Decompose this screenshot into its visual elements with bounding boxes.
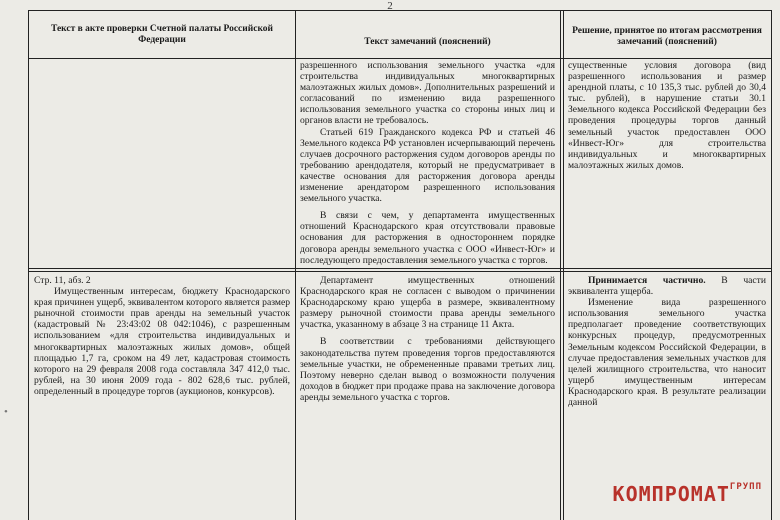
column-divider xyxy=(563,10,564,520)
decision-lead: В части эквивалента ущерба. xyxy=(568,275,766,298)
row1-col3-text: существенные условия договора (вид разрешенного использования и размер арендной платы, с 10 135,3 тыс. рублей до 30,4 тыс. рублей), в нарушение статьи 30.1 Земельного кодекса Российской Федерации без проведения процедуры торгов данный земельный участок предоставлен ООО «Инвест-Юг» для строительства индивидуальных и многоквартирных малоэтажных жилых домов. xyxy=(568,60,766,171)
header-divider xyxy=(28,58,772,59)
watermark-text: КОМПРОМАТ xyxy=(612,482,730,506)
watermark-sup: ГРУПП xyxy=(729,482,762,493)
decision-status: Принимается частично. xyxy=(588,275,706,286)
row1-col2-para2: Статьей 619 Гражданского кодекса РФ и статьей 46 Земельного кодекса РФ установлен исчерпывающий перечень случаев досрочного расторжения судом договоров аренды по требованию арендодателя, который не предусматривает в качестве основания для расторжения договора аренды изменение арендатором разрешенного использования земельного участка. xyxy=(300,126,555,205)
row2-col2-para2: В соответствии с требованиями действующего законодательства путем проведения торгов предоставляются земельные участки, не обремененные правами третьих лиц. Поэтому неверно сделан вывод о возможности получения доходов в бюджет при продаже права на заключение договора аренды земельного участка с торгов. xyxy=(300,336,555,403)
row2-col1-text: Имущественным интересам, бюджету Краснодарского края причинен ущерб, эквивалентом которого является размер рыночной стоимости прав аренды на земельный участок (кадастровый № 23:43:02 08 042:1046), с разрешенным использованием «для строительства индивидуальных и многоквартирных малоэтажных жилых домов», общей площадью 1,7 га, сроком на 49 лет, кадастровая стоимость которого на 29 февраля 2008 года составляла 347 412,0 тыс. рублей, на 30 июня 2009 года - 802 628,6 тыс. рублей, определенный в процедуре торгов (аукционов, конкурсов). xyxy=(34,286,290,397)
scan-mark: • xyxy=(4,406,8,418)
row1-col2 xyxy=(300,60,555,266)
column-divider xyxy=(295,10,296,520)
row2-col1-ref: Стр. 11, абз. 2 xyxy=(34,275,91,286)
row-divider xyxy=(28,268,772,269)
watermark-logo xyxy=(613,482,762,506)
row1-col2-para1: разрешенного использования земельного участка «для строительства индивидуальных многоквартирных малоэтажных жилых домов». Дополнительных разрешений и согласований по изменению вида разрешенного использования земельного участка со стороны иных лиц и органов власти не требовалось. xyxy=(300,60,555,127)
row1-col2-para3: В связи с чем, у департамента имущественных отношений Краснодарского края отсутствовали правовые основания для расторжения в одностороннем порядке договора аренды земельного участка с ООО «Инвест-Юг» и последующего предоставления земельного участка с торгов. xyxy=(300,210,555,266)
header-col2: Текст замечаний (пояснений) xyxy=(364,37,491,47)
page-number: 2 xyxy=(387,0,393,12)
column-divider xyxy=(560,10,561,520)
header-col3: Решение, принятое по итогам рассмотрения замечаний (пояснений) xyxy=(572,26,762,47)
row2-col1 xyxy=(34,275,290,515)
row2-col3-text: Изменение вида разрешенного использования земельного участка предполагает проведение соответствующих конкурсных процедур, предусмотренных Земельным кодексом Российской Федерации, в случае предоставления земельных участков для целей жилищного строительства, что наносит ущерб имущественным интересам Краснодарского края. В результате реализации данной xyxy=(568,297,766,409)
row2-col3 xyxy=(568,275,766,515)
row1-col3 xyxy=(568,60,766,266)
row2-col2-para1: Департамент имущественных отношений Краснодарского края не согласен с выводом о причинении Краснодарскому краю ущерба в размере, эквивалентному размеру рыночной стоимости права аренды земельного участка, указанному в абзаце 3 на странице 11 Акта. xyxy=(300,275,555,331)
header-col1: Текст в акте проверки Счетной палаты Российской Федерации xyxy=(50,24,274,45)
row-divider xyxy=(28,271,772,272)
row2-col2 xyxy=(300,275,555,515)
